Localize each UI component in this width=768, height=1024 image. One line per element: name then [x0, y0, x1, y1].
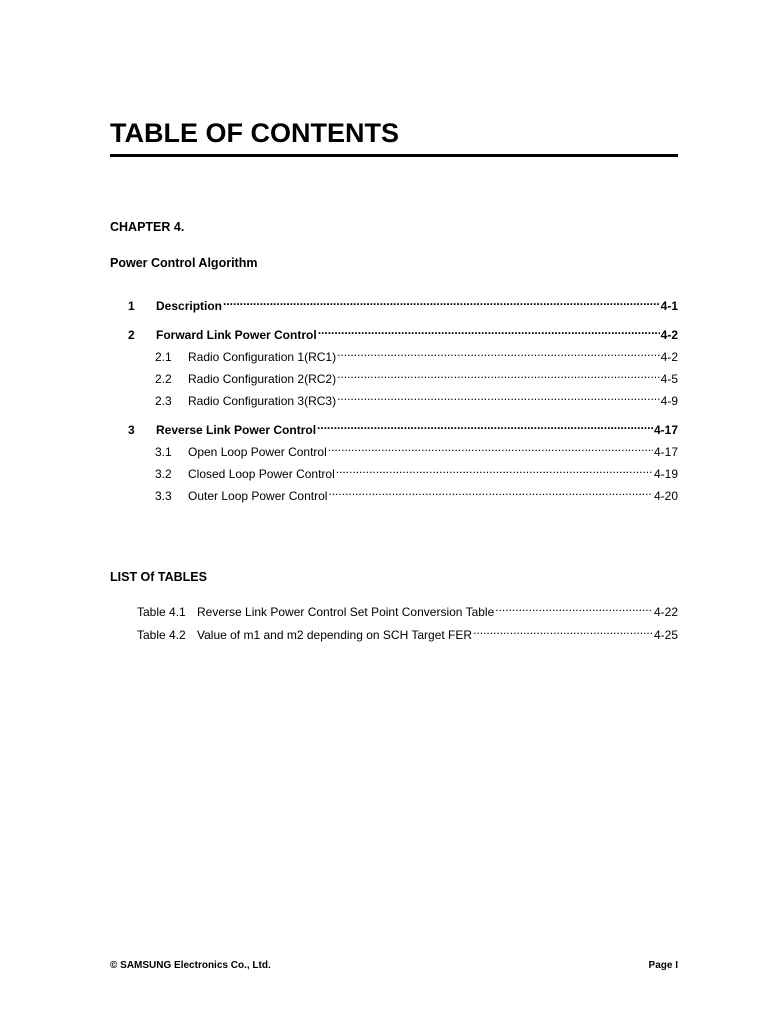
dot-leader	[317, 416, 653, 434]
toc-entry-page: 4-1	[660, 299, 678, 313]
footer-copyright: © SAMSUNG Electronics Co., Ltd.	[110, 960, 271, 971]
toc-entry-3[interactable]	[110, 416, 678, 437]
toc-entry-number: 2	[128, 328, 135, 342]
chapter-subtitle: Power Control Algorithm	[110, 256, 258, 270]
dot-leader	[318, 321, 660, 339]
toc-entry-2-1[interactable]	[110, 343, 678, 364]
toc-entry-number: 2.1	[155, 350, 172, 364]
toc-entry-title: Radio Configuration 1(RC1)	[188, 350, 337, 364]
toc-entry-2-3[interactable]	[110, 387, 678, 408]
table-entry-page: 4-22	[653, 605, 678, 619]
toc-entry-title: Radio Configuration 3(RC3)	[188, 394, 337, 408]
toc-entry-number: 2.2	[155, 372, 172, 386]
dot-leader	[337, 343, 660, 361]
toc-entry-page: 4-17	[653, 423, 678, 437]
page-title: TABLE OF CONTENTS	[110, 118, 399, 148]
toc-entry-page: 4-2	[660, 350, 678, 364]
toc-entry-2-2[interactable]	[110, 365, 678, 386]
toc-entry-page: 4-17	[653, 445, 678, 459]
toc-entry-title: Radio Configuration 2(RC2)	[188, 372, 337, 386]
toc-entry-page: 4-19	[653, 467, 678, 481]
toc-entry-page: 4-5	[660, 372, 678, 386]
table-entry-label: Table 4.2	[137, 628, 186, 642]
toc-entry-1[interactable]	[110, 292, 678, 313]
dot-leader	[336, 460, 653, 478]
toc-entry-page: 4-2	[660, 328, 678, 342]
dot-leader	[328, 482, 653, 500]
table-entry-4-2[interactable]	[137, 621, 678, 642]
chapter-label: CHAPTER 4.	[110, 220, 185, 234]
toc-entry-title: Forward Link Power Control	[156, 328, 317, 342]
toc-entry-title: Open Loop Power Control	[188, 445, 327, 459]
toc-entry-number: 2.3	[155, 394, 172, 408]
toc-entry-title: Outer Loop Power Control	[188, 489, 328, 503]
title-rule	[110, 154, 678, 157]
toc-entry-title: Reverse Link Power Control	[156, 423, 317, 437]
dot-leader	[223, 292, 660, 310]
toc-entry-page: 4-9	[660, 394, 678, 408]
toc-entry-title: Closed Loop Power Control	[188, 467, 335, 481]
table-entry-page: 4-25	[653, 628, 678, 642]
dot-leader	[337, 387, 660, 405]
toc-entry-2[interactable]	[110, 321, 678, 342]
toc-entry-number: 3	[128, 423, 135, 437]
toc-entry-3-3[interactable]	[110, 482, 678, 503]
table-entry-label: Table 4.1	[137, 605, 186, 619]
dot-leader	[337, 365, 660, 383]
toc-entry-number: 3.3	[155, 489, 172, 503]
toc-entry-page: 4-20	[653, 489, 678, 503]
toc-entry-3-1[interactable]	[110, 438, 678, 459]
table-entry-title: Value of m1 and m2 depending on SCH Target FER	[197, 628, 473, 642]
table-entry-title: Reverse Link Power Control Set Point Conversion Table	[197, 605, 495, 619]
list-of-tables-heading: LIST Of TABLES	[110, 570, 207, 584]
footer-page-number: Page I	[648, 960, 678, 971]
dot-leader	[328, 438, 653, 456]
toc-entry-title: Description	[156, 299, 223, 313]
dot-leader	[473, 621, 653, 639]
toc-entry-number: 3.2	[155, 467, 172, 481]
toc-entry-number: 1	[128, 299, 135, 313]
table-entry-4-1[interactable]	[137, 598, 678, 619]
toc-entry-number: 3.1	[155, 445, 172, 459]
dot-leader	[495, 598, 653, 616]
toc-entry-3-2[interactable]	[110, 460, 678, 481]
